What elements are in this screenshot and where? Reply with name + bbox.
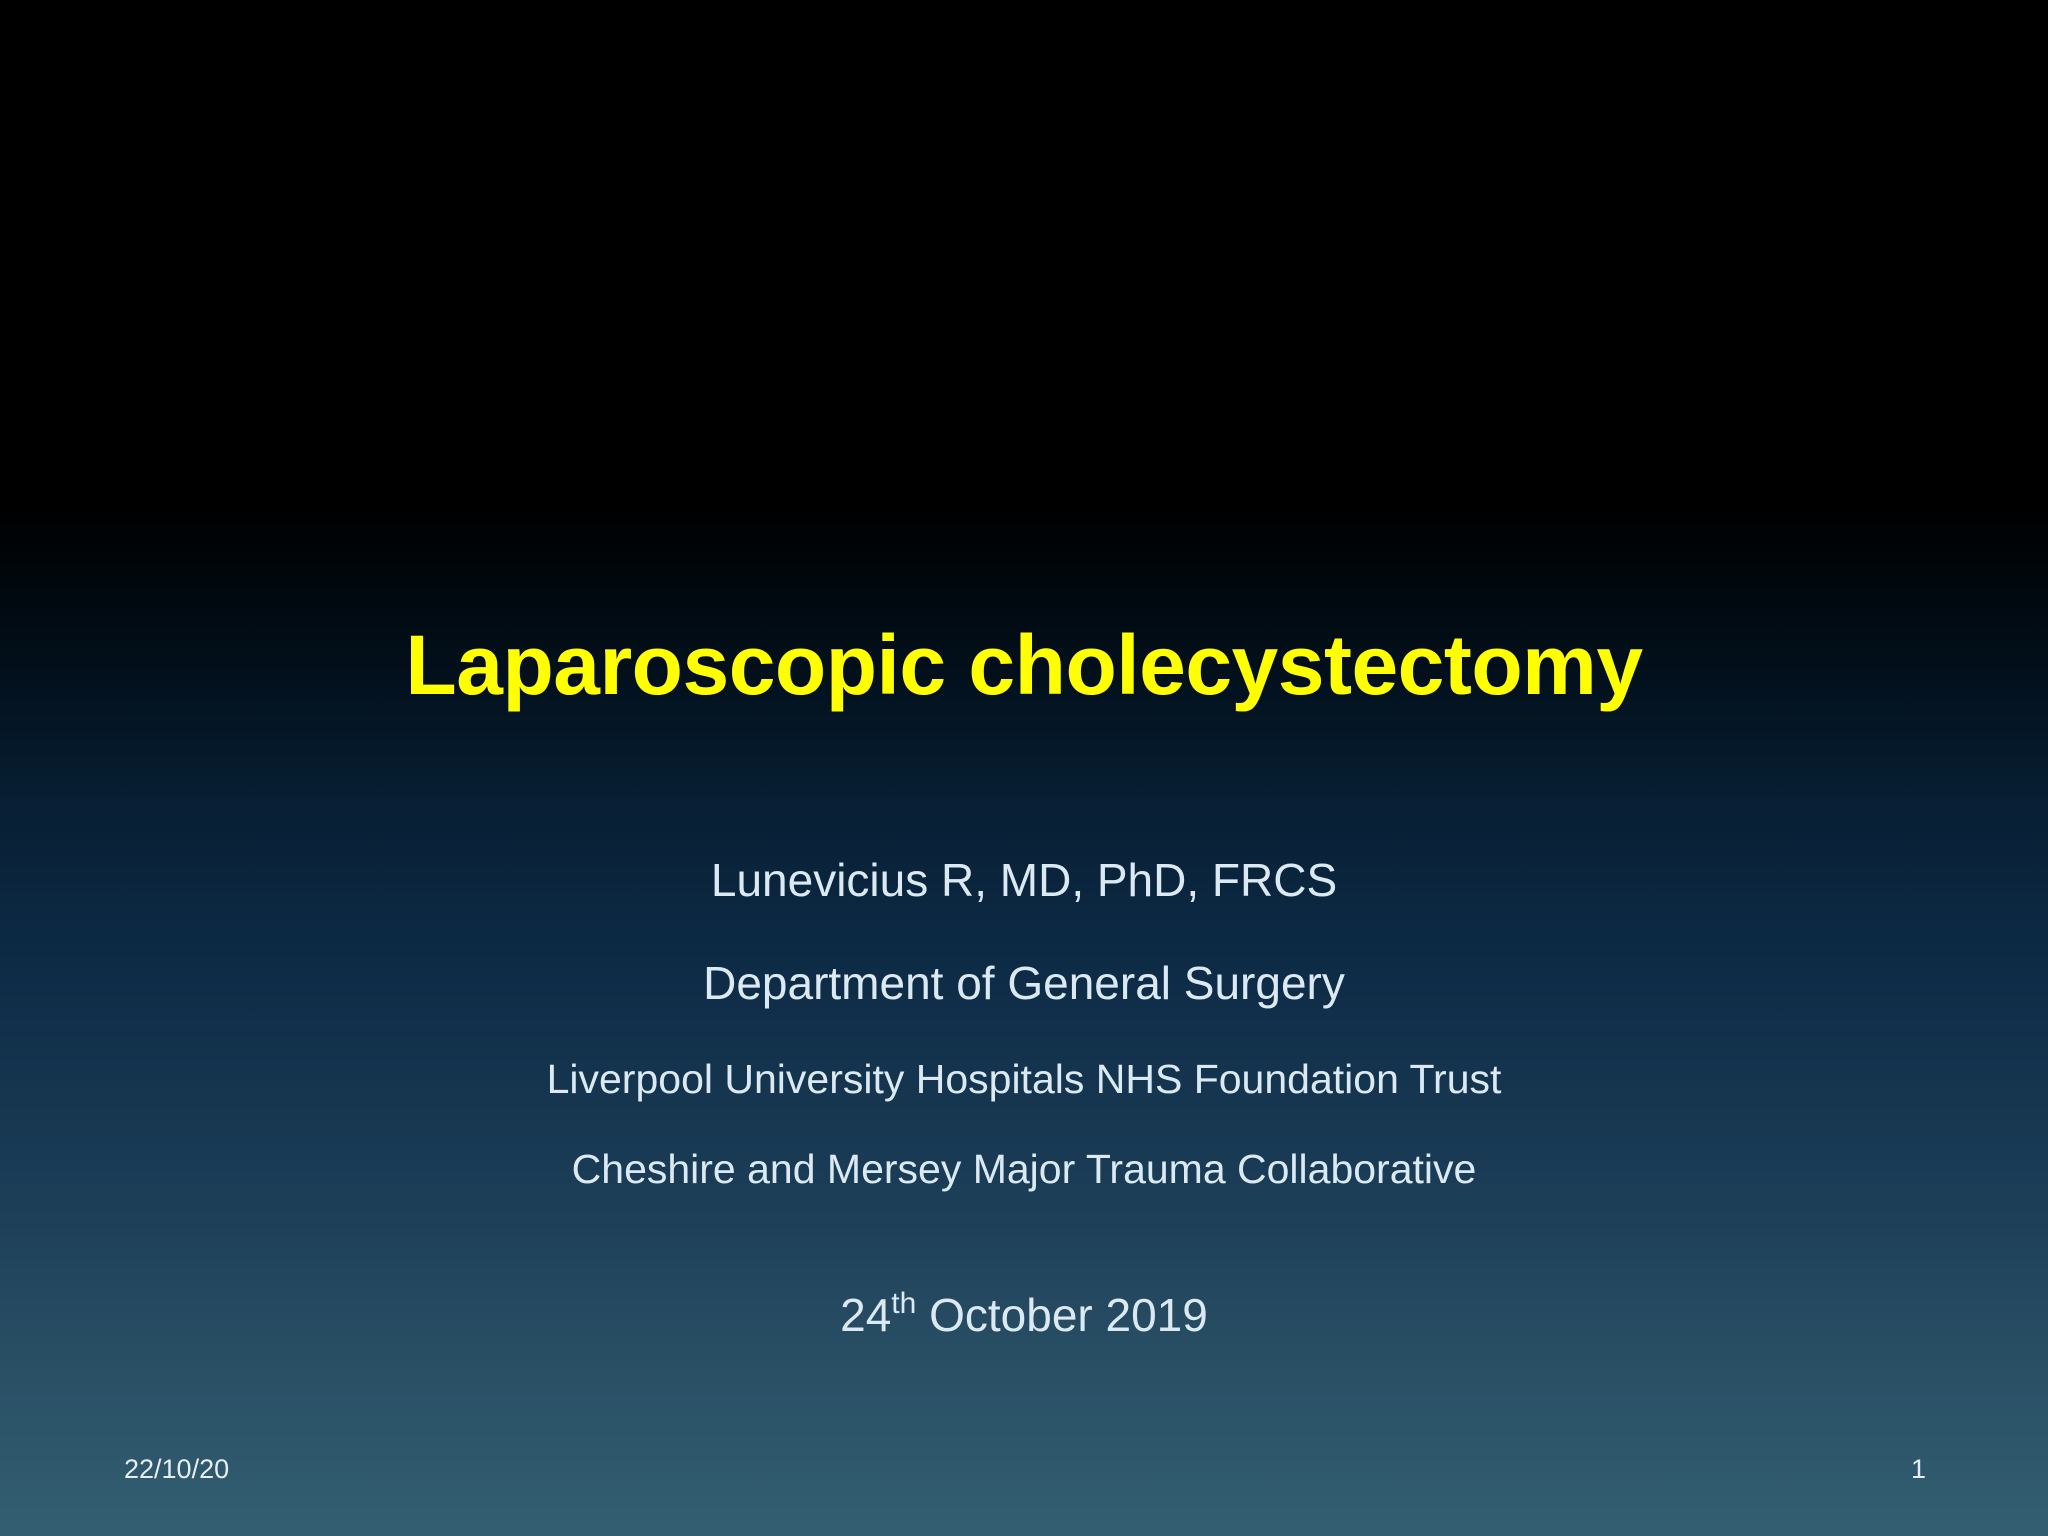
slide-title: Laparoscopic cholecystectomy [405, 618, 1643, 712]
author-line: Lunevicius R, MD, PhD, FRCS [710, 854, 1338, 906]
date-day: 24 [840, 1289, 892, 1341]
hospital-line: Liverpool University Hospitals NHS Foundation Trust [546, 1056, 1502, 1102]
footer-date: 22/10/20 [124, 1454, 230, 1484]
presentation-date [0, 1283, 2048, 1347]
date-rest: October 2019 [916, 1289, 1208, 1341]
date-suffix: th [891, 1287, 917, 1320]
collaborative-line: Cheshire and Mersey Major Trauma Collaborative [571, 1146, 1477, 1192]
department-line: Department of General Surgery [703, 957, 1345, 1009]
page-number: 1 [1910, 1454, 1926, 1484]
